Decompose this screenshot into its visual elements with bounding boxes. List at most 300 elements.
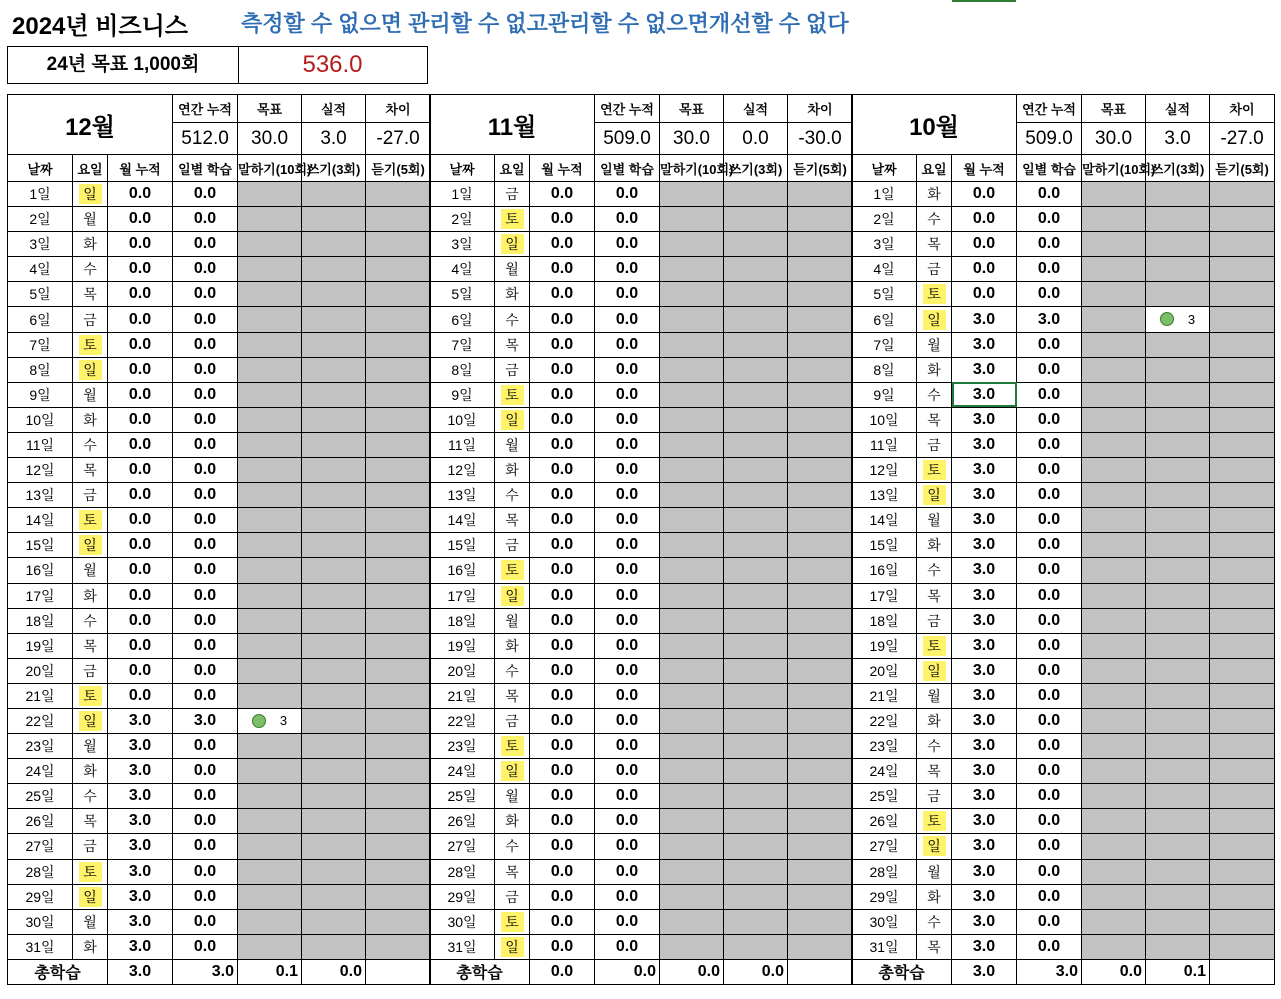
monthly-cumulative-cell[interactable]: 0.0 [530, 884, 595, 909]
date-cell[interactable]: 29일 [8, 884, 73, 909]
column-header-monthly[interactable]: 월 누적 [952, 155, 1017, 182]
listening-cell[interactable] [788, 307, 853, 332]
listening-cell[interactable] [366, 357, 431, 382]
monthly-cumulative-cell[interactable]: 3.0 [108, 934, 173, 959]
writing-cell[interactable] [302, 458, 366, 483]
monthly-cumulative-cell[interactable]: 3.0 [952, 608, 1017, 633]
listening-cell[interactable] [366, 232, 431, 257]
weekday-cell[interactable] [495, 407, 530, 432]
daily-study-cell[interactable]: 0.0 [173, 382, 238, 407]
weekday-cell[interactable] [917, 432, 952, 457]
monthly-cumulative-cell[interactable]: 0.0 [108, 558, 173, 583]
total-speaking[interactable]: 0.1 [238, 959, 302, 984]
speaking-cell[interactable] [660, 558, 724, 583]
writing-cell[interactable] [1146, 282, 1210, 307]
weekday-cell[interactable] [495, 583, 530, 608]
listening-cell[interactable] [1210, 357, 1275, 382]
weekday-cell[interactable] [917, 633, 952, 658]
monthly-cumulative-cell[interactable]: 3.0 [108, 759, 173, 784]
listening-cell[interactable] [788, 784, 853, 809]
daily-study-cell[interactable]: 0.0 [1017, 207, 1082, 232]
writing-cell[interactable] [302, 784, 366, 809]
speaking-cell[interactable] [238, 658, 302, 683]
speaking-cell[interactable] [238, 483, 302, 508]
speaking-cell[interactable] [1082, 458, 1146, 483]
listening-cell[interactable] [1210, 658, 1275, 683]
monthly-cumulative-cell[interactable]: 0.0 [530, 859, 595, 884]
listening-cell[interactable] [788, 608, 853, 633]
monthly-target-value[interactable]: 30.0 [1082, 123, 1146, 155]
weekday-cell[interactable] [917, 884, 952, 909]
weekday-cell[interactable] [495, 759, 530, 784]
total-daily[interactable]: 3.0 [1017, 959, 1082, 984]
listening-cell[interactable] [788, 182, 853, 207]
monthly-cumulative-cell[interactable]: 3.0 [952, 357, 1017, 382]
speaking-cell[interactable] [660, 708, 724, 733]
column-header-monthly[interactable]: 월 누적 [108, 155, 173, 182]
writing-cell[interactable] [724, 257, 788, 282]
monthly-cumulative-cell[interactable]: 3.0 [952, 307, 1017, 332]
monthly-cumulative-cell[interactable]: 3.0 [952, 533, 1017, 558]
listening-cell[interactable] [1210, 382, 1275, 407]
speaking-cell[interactable] [238, 207, 302, 232]
listening-cell[interactable] [366, 834, 431, 859]
date-cell[interactable]: 26일 [8, 809, 73, 834]
listening-cell[interactable] [366, 859, 431, 884]
annual-cumulative-value[interactable]: 509.0 [595, 123, 660, 155]
weekday-cell[interactable] [73, 382, 108, 407]
daily-study-cell[interactable]: 0.0 [1017, 909, 1082, 934]
monthly-cumulative-cell[interactable]: 0.0 [952, 207, 1017, 232]
daily-study-cell[interactable]: 3.0 [173, 708, 238, 733]
daily-study-cell[interactable]: 0.0 [595, 683, 660, 708]
listening-cell[interactable] [788, 834, 853, 859]
speaking-cell[interactable] [1082, 934, 1146, 959]
daily-study-cell[interactable]: 0.0 [595, 407, 660, 432]
weekday-cell[interactable] [917, 809, 952, 834]
writing-cell[interactable] [302, 734, 366, 759]
monthly-cumulative-cell[interactable]: 0.0 [108, 633, 173, 658]
monthly-cumulative-cell[interactable]: 3.0 [952, 658, 1017, 683]
date-cell[interactable]: 27일 [852, 834, 917, 859]
writing-cell[interactable] [302, 483, 366, 508]
daily-study-cell[interactable]: 0.0 [173, 658, 238, 683]
date-cell[interactable]: 29일 [852, 884, 917, 909]
weekday-cell[interactable] [73, 934, 108, 959]
monthly-cumulative-cell[interactable]: 0.0 [108, 683, 173, 708]
daily-study-cell[interactable]: 0.0 [595, 834, 660, 859]
date-cell[interactable]: 28일 [430, 859, 495, 884]
daily-study-cell[interactable]: 0.0 [173, 884, 238, 909]
writing-cell[interactable] [724, 182, 788, 207]
monthly-cumulative-cell[interactable]: 3.0 [952, 759, 1017, 784]
weekday-cell[interactable] [73, 207, 108, 232]
daily-study-cell[interactable]: 0.0 [1017, 859, 1082, 884]
weekday-cell[interactable] [917, 859, 952, 884]
writing-cell[interactable] [1146, 407, 1210, 432]
monthly-cumulative-cell[interactable]: 0.0 [530, 282, 595, 307]
writing-cell[interactable] [1146, 533, 1210, 558]
monthly-cumulative-cell[interactable]: 3.0 [952, 432, 1017, 457]
total-monthly[interactable]: 3.0 [108, 959, 173, 984]
writing-cell[interactable] [1146, 809, 1210, 834]
listening-cell[interactable] [788, 257, 853, 282]
weekday-cell[interactable] [917, 759, 952, 784]
daily-study-cell[interactable]: 0.0 [173, 307, 238, 332]
speaking-cell[interactable] [1082, 784, 1146, 809]
weekday-cell[interactable] [73, 633, 108, 658]
speaking-cell[interactable] [660, 784, 724, 809]
speaking-cell[interactable] [238, 533, 302, 558]
date-cell[interactable]: 22일 [8, 708, 73, 733]
speaking-cell[interactable] [660, 232, 724, 257]
listening-cell[interactable] [788, 207, 853, 232]
speaking-cell[interactable] [1082, 608, 1146, 633]
writing-cell[interactable] [1146, 307, 1210, 332]
daily-study-cell[interactable]: 0.0 [595, 934, 660, 959]
writing-cell[interactable] [724, 909, 788, 934]
column-header-writing[interactable]: 쓰기(3회) [724, 155, 788, 182]
total-monthly[interactable]: 0.0 [530, 959, 595, 984]
month-name[interactable]: 12월 [8, 95, 173, 155]
weekday-cell[interactable] [495, 633, 530, 658]
monthly-cumulative-cell[interactable]: 3.0 [108, 708, 173, 733]
monthly-cumulative-cell[interactable]: 0.0 [108, 583, 173, 608]
listening-cell[interactable] [788, 407, 853, 432]
writing-cell[interactable] [302, 934, 366, 959]
target-label[interactable]: 목표 [238, 95, 302, 123]
annual-goal-label[interactable]: 24년 목표 1,000회 [8, 47, 239, 83]
date-cell[interactable]: 27일 [8, 834, 73, 859]
monthly-cumulative-cell[interactable]: 0.0 [108, 458, 173, 483]
difference-label[interactable]: 차이 [366, 95, 431, 123]
writing-cell[interactable] [724, 533, 788, 558]
monthly-cumulative-cell[interactable]: 0.0 [952, 232, 1017, 257]
weekday-cell[interactable] [495, 282, 530, 307]
column-header-daily[interactable]: 일별 학습 [173, 155, 238, 182]
writing-cell[interactable] [1146, 382, 1210, 407]
date-cell[interactable]: 19일 [852, 633, 917, 658]
writing-cell[interactable] [302, 282, 366, 307]
date-cell[interactable]: 24일 [8, 759, 73, 784]
daily-study-cell[interactable]: 0.0 [595, 432, 660, 457]
monthly-cumulative-cell[interactable]: 0.0 [530, 734, 595, 759]
writing-cell[interactable] [302, 407, 366, 432]
listening-cell[interactable] [1210, 458, 1275, 483]
speaking-cell[interactable] [238, 357, 302, 382]
writing-cell[interactable] [724, 884, 788, 909]
weekday-cell[interactable] [73, 307, 108, 332]
writing-cell[interactable] [1146, 182, 1210, 207]
monthly-cumulative-cell[interactable]: 3.0 [952, 909, 1017, 934]
cumulative-label[interactable]: 연간 누적 [1017, 95, 1082, 123]
listening-cell[interactable] [788, 633, 853, 658]
date-cell[interactable]: 23일 [852, 734, 917, 759]
date-cell[interactable]: 7일 [8, 332, 73, 357]
monthly-cumulative-cell[interactable]: 0.0 [952, 282, 1017, 307]
date-cell[interactable]: 25일 [8, 784, 73, 809]
weekday-cell[interactable] [495, 859, 530, 884]
listening-cell[interactable] [366, 458, 431, 483]
weekday-cell[interactable] [917, 734, 952, 759]
daily-study-cell[interactable]: 0.0 [1017, 458, 1082, 483]
writing-cell[interactable] [302, 332, 366, 357]
speaking-cell[interactable] [660, 508, 724, 533]
listening-cell[interactable] [1210, 734, 1275, 759]
weekday-cell[interactable] [73, 257, 108, 282]
speaking-cell[interactable] [238, 934, 302, 959]
date-cell[interactable]: 6일 [852, 307, 917, 332]
monthly-cumulative-cell[interactable]: 3.0 [952, 809, 1017, 834]
weekday-cell[interactable] [917, 658, 952, 683]
writing-cell[interactable] [724, 432, 788, 457]
monthly-cumulative-cell[interactable]: 0.0 [530, 708, 595, 733]
listening-cell[interactable] [788, 884, 853, 909]
date-cell[interactable]: 12일 [430, 458, 495, 483]
speaking-cell[interactable] [1082, 909, 1146, 934]
monthly-cumulative-cell[interactable]: 0.0 [530, 809, 595, 834]
daily-study-cell[interactable]: 0.0 [595, 182, 660, 207]
daily-study-cell[interactable]: 0.0 [1017, 708, 1082, 733]
weekday-cell[interactable] [73, 608, 108, 633]
speaking-cell[interactable] [1082, 407, 1146, 432]
date-cell[interactable]: 4일 [8, 257, 73, 282]
date-cell[interactable]: 28일 [852, 859, 917, 884]
daily-study-cell[interactable]: 0.0 [595, 633, 660, 658]
date-cell[interactable]: 30일 [852, 909, 917, 934]
date-cell[interactable]: 8일 [852, 357, 917, 382]
date-cell[interactable]: 28일 [8, 859, 73, 884]
daily-study-cell[interactable]: 0.0 [595, 458, 660, 483]
weekday-cell[interactable] [917, 834, 952, 859]
listening-cell[interactable] [366, 533, 431, 558]
speaking-cell[interactable] [238, 282, 302, 307]
daily-study-cell[interactable]: 0.0 [1017, 257, 1082, 282]
weekday-cell[interactable] [495, 658, 530, 683]
daily-study-cell[interactable]: 0.0 [173, 558, 238, 583]
writing-cell[interactable] [1146, 357, 1210, 382]
listening-cell[interactable] [788, 382, 853, 407]
weekday-cell[interactable] [73, 232, 108, 257]
speaking-cell[interactable] [1082, 182, 1146, 207]
speaking-cell[interactable] [660, 909, 724, 934]
writing-cell[interactable] [302, 182, 366, 207]
column-header-listening[interactable]: 듣기(5회) [366, 155, 431, 182]
monthly-cumulative-cell[interactable]: 0.0 [530, 759, 595, 784]
writing-cell[interactable] [302, 834, 366, 859]
annual-goal-value[interactable]: 536.0 [302, 51, 363, 78]
speaking-cell[interactable] [1082, 533, 1146, 558]
listening-cell[interactable] [1210, 583, 1275, 608]
monthly-cumulative-cell[interactable]: 3.0 [952, 558, 1017, 583]
weekday-cell[interactable] [73, 809, 108, 834]
writing-cell[interactable] [302, 232, 366, 257]
date-cell[interactable]: 25일 [430, 784, 495, 809]
speaking-cell[interactable] [1082, 257, 1146, 282]
date-cell[interactable]: 9일 [430, 382, 495, 407]
writing-cell[interactable] [724, 332, 788, 357]
writing-cell[interactable] [724, 282, 788, 307]
column-header-writing[interactable]: 쓰기(3회) [302, 155, 366, 182]
date-cell[interactable]: 3일 [8, 232, 73, 257]
weekday-cell[interactable] [73, 583, 108, 608]
listening-cell[interactable] [366, 608, 431, 633]
monthly-cumulative-cell[interactable]: 3.0 [108, 884, 173, 909]
date-cell[interactable]: 11일 [430, 432, 495, 457]
listening-cell[interactable] [788, 232, 853, 257]
listening-cell[interactable] [366, 483, 431, 508]
daily-study-cell[interactable]: 0.0 [1017, 633, 1082, 658]
weekday-cell[interactable] [495, 734, 530, 759]
total-daily[interactable]: 0.0 [595, 959, 660, 984]
listening-cell[interactable] [788, 432, 853, 457]
weekday-cell[interactable] [495, 608, 530, 633]
monthly-difference-value[interactable]: -27.0 [366, 123, 431, 155]
daily-study-cell[interactable]: 0.0 [1017, 182, 1082, 207]
speaking-cell[interactable] [660, 734, 724, 759]
weekday-cell[interactable] [73, 909, 108, 934]
writing-cell[interactable] [1146, 207, 1210, 232]
listening-cell[interactable] [788, 909, 853, 934]
date-cell[interactable]: 9일 [852, 382, 917, 407]
monthly-cumulative-cell[interactable]: 0.0 [108, 382, 173, 407]
daily-study-cell[interactable]: 0.0 [173, 859, 238, 884]
monthly-cumulative-cell[interactable]: 0.0 [530, 633, 595, 658]
monthly-cumulative-cell[interactable]: 0.0 [530, 508, 595, 533]
speaking-cell[interactable] [1082, 809, 1146, 834]
annual-cumulative-value[interactable]: 512.0 [173, 123, 238, 155]
monthly-target-value[interactable]: 30.0 [660, 123, 724, 155]
weekday-cell[interactable] [917, 608, 952, 633]
date-cell[interactable]: 20일 [852, 658, 917, 683]
daily-study-cell[interactable]: 0.0 [595, 558, 660, 583]
weekday-cell[interactable] [917, 232, 952, 257]
date-cell[interactable]: 17일 [430, 583, 495, 608]
writing-cell[interactable] [302, 759, 366, 784]
speaking-cell[interactable] [660, 658, 724, 683]
weekday-cell[interactable] [73, 458, 108, 483]
listening-cell[interactable] [788, 683, 853, 708]
speaking-cell[interactable] [1082, 432, 1146, 457]
date-cell[interactable]: 7일 [430, 332, 495, 357]
daily-study-cell[interactable]: 0.0 [173, 784, 238, 809]
weekday-cell[interactable] [917, 583, 952, 608]
monthly-cumulative-cell[interactable]: 3.0 [952, 683, 1017, 708]
writing-cell[interactable] [302, 357, 366, 382]
writing-cell[interactable] [1146, 934, 1210, 959]
speaking-cell[interactable] [660, 307, 724, 332]
monthly-cumulative-cell[interactable]: 3.0 [952, 734, 1017, 759]
date-cell[interactable]: 1일 [852, 182, 917, 207]
speaking-cell[interactable] [238, 232, 302, 257]
writing-cell[interactable] [724, 583, 788, 608]
writing-cell[interactable] [724, 382, 788, 407]
writing-cell[interactable] [724, 809, 788, 834]
writing-cell[interactable] [1146, 257, 1210, 282]
date-cell[interactable]: 31일 [8, 934, 73, 959]
weekday-cell[interactable] [495, 708, 530, 733]
daily-study-cell[interactable]: 0.0 [1017, 533, 1082, 558]
writing-cell[interactable] [1146, 458, 1210, 483]
speaking-cell[interactable] [1082, 357, 1146, 382]
column-header-date[interactable]: 날짜 [430, 155, 495, 182]
speaking-cell[interactable] [238, 182, 302, 207]
speaking-cell[interactable] [238, 257, 302, 282]
speaking-cell[interactable] [1082, 834, 1146, 859]
monthly-cumulative-cell[interactable]: 0.0 [530, 683, 595, 708]
listening-cell[interactable] [366, 784, 431, 809]
target-label[interactable]: 목표 [660, 95, 724, 123]
monthly-cumulative-cell[interactable]: 0.0 [108, 257, 173, 282]
column-header-listening[interactable]: 듣기(5회) [1210, 155, 1275, 182]
weekday-cell[interactable] [495, 432, 530, 457]
daily-study-cell[interactable]: 0.0 [595, 533, 660, 558]
date-cell[interactable]: 26일 [430, 809, 495, 834]
date-cell[interactable]: 21일 [852, 683, 917, 708]
date-cell[interactable]: 10일 [430, 407, 495, 432]
daily-study-cell[interactable]: 0.0 [1017, 332, 1082, 357]
daily-study-cell[interactable]: 0.0 [1017, 784, 1082, 809]
date-cell[interactable]: 24일 [430, 759, 495, 784]
date-cell[interactable]: 17일 [8, 583, 73, 608]
writing-cell[interactable] [724, 784, 788, 809]
writing-cell[interactable] [302, 683, 366, 708]
writing-cell[interactable] [302, 884, 366, 909]
total-writing[interactable]: 0.1 [1146, 959, 1210, 984]
weekday-cell[interactable] [73, 834, 108, 859]
date-cell[interactable]: 23일 [430, 734, 495, 759]
listening-cell[interactable] [1210, 884, 1275, 909]
daily-study-cell[interactable]: 0.0 [595, 332, 660, 357]
writing-cell[interactable] [1146, 583, 1210, 608]
weekday-cell[interactable] [917, 708, 952, 733]
daily-study-cell[interactable]: 0.0 [1017, 382, 1082, 407]
annual-cumulative-value[interactable]: 509.0 [1017, 123, 1082, 155]
date-cell[interactable]: 1일 [8, 182, 73, 207]
monthly-cumulative-cell[interactable]: 0.0 [108, 508, 173, 533]
monthly-cumulative-cell[interactable]: 0.0 [108, 332, 173, 357]
total-label[interactable]: 총학습 [852, 959, 952, 984]
monthly-cumulative-cell[interactable]: 0.0 [108, 533, 173, 558]
date-cell[interactable]: 31일 [852, 934, 917, 959]
listening-cell[interactable] [788, 859, 853, 884]
date-cell[interactable]: 18일 [852, 608, 917, 633]
daily-study-cell[interactable]: 0.0 [595, 382, 660, 407]
weekday-cell[interactable] [917, 458, 952, 483]
listening-cell[interactable] [366, 683, 431, 708]
date-cell[interactable]: 3일 [430, 232, 495, 257]
monthly-cumulative-cell[interactable]: 0.0 [108, 608, 173, 633]
date-cell[interactable]: 29일 [430, 884, 495, 909]
date-cell[interactable]: 5일 [852, 282, 917, 307]
monthly-cumulative-cell[interactable]: 0.0 [530, 458, 595, 483]
speaking-cell[interactable] [1082, 558, 1146, 583]
date-cell[interactable]: 25일 [852, 784, 917, 809]
writing-cell[interactable] [302, 708, 366, 733]
weekday-cell[interactable] [917, 382, 952, 407]
monthly-cumulative-cell[interactable]: 3.0 [952, 407, 1017, 432]
speaking-cell[interactable] [238, 784, 302, 809]
speaking-cell[interactable] [660, 458, 724, 483]
speaking-cell[interactable] [238, 332, 302, 357]
date-cell[interactable]: 23일 [8, 734, 73, 759]
daily-study-cell[interactable]: 3.0 [1017, 307, 1082, 332]
daily-study-cell[interactable]: 0.0 [173, 734, 238, 759]
date-cell[interactable]: 13일 [8, 483, 73, 508]
monthly-cumulative-cell[interactable]: 0.0 [530, 257, 595, 282]
date-cell[interactable]: 9일 [8, 382, 73, 407]
monthly-target-value[interactable]: 30.0 [238, 123, 302, 155]
